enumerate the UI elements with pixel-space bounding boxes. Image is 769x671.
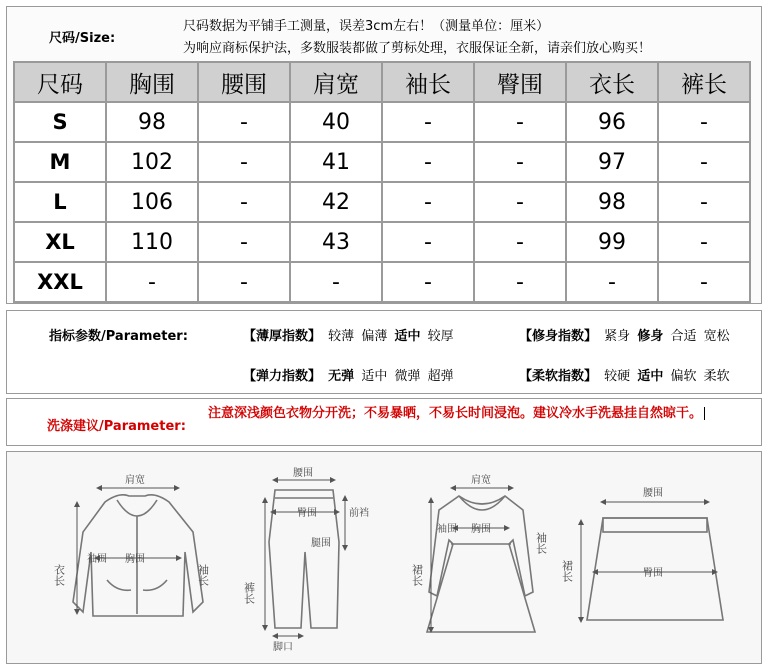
table-row xyxy=(15,223,749,261)
table-cell: - xyxy=(107,263,197,301)
table-cell: 96 xyxy=(567,103,657,141)
dress-shoulder-label: 肩宽 xyxy=(471,475,491,486)
table-cell: - xyxy=(475,223,565,261)
table-row xyxy=(15,263,749,301)
pants-waist-label: 腰围 xyxy=(293,468,313,479)
table-row xyxy=(15,103,749,141)
parameter-section xyxy=(6,310,762,394)
fit-option: 合适 xyxy=(670,329,697,344)
wash-section xyxy=(6,398,762,446)
thickness-option: 偏薄 xyxy=(361,329,388,344)
thickness-index xyxy=(243,325,454,344)
table-cell: - xyxy=(199,103,289,141)
size-cell: M xyxy=(15,143,105,181)
measurement-diagrams xyxy=(6,451,762,664)
header-cell: 衣长 xyxy=(567,63,657,101)
dress-sleeve-length-label: 袖长 xyxy=(534,532,548,554)
table-cell: - xyxy=(475,183,565,221)
jacket-diagram xyxy=(73,488,203,616)
dress-skirt-length-label: 裙长 xyxy=(410,564,424,586)
table-cell: - xyxy=(199,223,289,261)
skirt-waist-label: 腰围 xyxy=(643,488,663,499)
table-cell: 97 xyxy=(567,143,657,181)
text-cursor xyxy=(704,407,705,420)
table-cell: - xyxy=(659,103,749,141)
thickness-option-selected: 适中 xyxy=(394,329,421,344)
header-cell: 腰围 xyxy=(199,63,289,101)
table-cell: - xyxy=(199,183,289,221)
pants-diagram xyxy=(265,480,345,636)
size-label: 尺码/Size: xyxy=(49,31,116,46)
table-cell: - xyxy=(475,143,565,181)
thickness-key: 【薄厚指数】 xyxy=(243,329,322,344)
size-cell: XL xyxy=(15,223,105,261)
table-cell: 43 xyxy=(291,223,381,261)
table-cell: - xyxy=(475,103,565,141)
table-cell: - xyxy=(383,263,473,301)
table-cell: 42 xyxy=(291,183,381,221)
dress-sleeve-label: 袖围 xyxy=(437,524,457,535)
softness-option-selected: 适中 xyxy=(637,369,664,384)
table-row xyxy=(15,183,749,221)
wash-label: 洗涤建议/Parameter: xyxy=(47,419,186,434)
table-cell: 110 xyxy=(107,223,197,261)
fit-option: 紧身 xyxy=(604,329,631,344)
softness-key: 【柔软指数】 xyxy=(519,369,598,384)
pants-length-label: 裤长 xyxy=(242,582,256,604)
table-row xyxy=(15,143,749,181)
table-cell: 98 xyxy=(107,103,197,141)
pants-thigh-label: 腿围 xyxy=(311,538,331,549)
measurement-diagrams-svg xyxy=(7,452,761,663)
wash-instructions-text: 注意深浅颜色衣物分开洗；不易暴晒，不易长时间浸泡。建议冷水手洗悬挂自然晾干。 xyxy=(208,406,703,421)
elasticity-key: 【弹力指数】 xyxy=(243,369,322,384)
size-cell: L xyxy=(15,183,105,221)
size-cell: S xyxy=(15,103,105,141)
table-cell: - xyxy=(659,263,749,301)
jacket-sleeve-label: 袖围 xyxy=(87,554,107,565)
parameter-label: 指标参数/Parameter: xyxy=(49,329,188,344)
table-cell: 106 xyxy=(107,183,197,221)
table-cell: - xyxy=(659,183,749,221)
table-header-row xyxy=(15,63,749,101)
table-cell: 40 xyxy=(291,103,381,141)
trademark-note: 为响应商标保护法，多数服装都做了剪标处理，衣服保证全新，请亲们放心购买！ xyxy=(183,41,652,56)
dress-diagram xyxy=(427,488,535,632)
jacket-length-label: 衣长 xyxy=(52,564,66,586)
table-cell: - xyxy=(199,143,289,181)
table-cell: 99 xyxy=(567,223,657,261)
header-cell: 胸围 xyxy=(107,63,197,101)
softness-index xyxy=(519,365,730,384)
header-cell: 尺码 xyxy=(15,63,105,101)
softness-option: 偏软 xyxy=(670,369,697,384)
table-cell: - xyxy=(475,263,565,301)
pants-front-rise-label: 前裆 xyxy=(349,508,369,519)
measurement-note: 尺码数据为平铺手工测量，误差3cm左右！（测量单位：厘米） xyxy=(183,19,550,34)
skirt-diagram xyxy=(581,502,723,620)
table-cell: 41 xyxy=(291,143,381,181)
pants-leg-opening-label: 脚口 xyxy=(273,642,293,653)
size-header xyxy=(7,7,761,55)
size-section xyxy=(6,6,762,304)
table-cell: - xyxy=(383,143,473,181)
size-table xyxy=(13,61,751,303)
skirt-hip-label: 臀围 xyxy=(643,568,663,579)
header-cell: 肩宽 xyxy=(291,63,381,101)
size-cell: XXL xyxy=(15,263,105,301)
elasticity-option-selected: 无弹 xyxy=(328,369,355,384)
jacket-chest-label: 胸围 xyxy=(125,554,145,565)
table-cell: - xyxy=(199,263,289,301)
thickness-option: 较厚 xyxy=(427,329,454,344)
header-cell: 臀围 xyxy=(475,63,565,101)
table-cell: - xyxy=(383,223,473,261)
table-cell: 102 xyxy=(107,143,197,181)
dress-chest-label: 胸围 xyxy=(471,524,491,535)
elasticity-option: 微弹 xyxy=(394,369,421,384)
table-cell: - xyxy=(567,263,657,301)
elasticity-index xyxy=(243,365,454,384)
table-cell: - xyxy=(291,263,381,301)
pants-hip-label: 臀围 xyxy=(297,508,317,519)
softness-option: 柔软 xyxy=(703,369,730,384)
fit-index xyxy=(519,325,730,344)
fit-option: 宽松 xyxy=(703,329,730,344)
table-cell: 98 xyxy=(567,183,657,221)
wash-instructions xyxy=(208,405,760,423)
header-cell: 袖长 xyxy=(383,63,473,101)
table-cell: - xyxy=(659,223,749,261)
softness-option: 较硬 xyxy=(604,369,631,384)
jacket-sleeve-length-label: 袖长 xyxy=(196,564,210,586)
fit-option-selected: 修身 xyxy=(637,329,664,344)
jacket-shoulder-label: 肩宽 xyxy=(125,475,145,486)
thickness-option: 较薄 xyxy=(328,329,355,344)
table-cell: - xyxy=(383,103,473,141)
elasticity-option: 适中 xyxy=(361,369,388,384)
table-cell: - xyxy=(383,183,473,221)
table-cell: - xyxy=(659,143,749,181)
elasticity-option: 超弹 xyxy=(427,369,454,384)
skirt-length-label: 裙长 xyxy=(560,560,574,582)
header-cell: 裤长 xyxy=(659,63,749,101)
fit-key: 【修身指数】 xyxy=(519,329,598,344)
